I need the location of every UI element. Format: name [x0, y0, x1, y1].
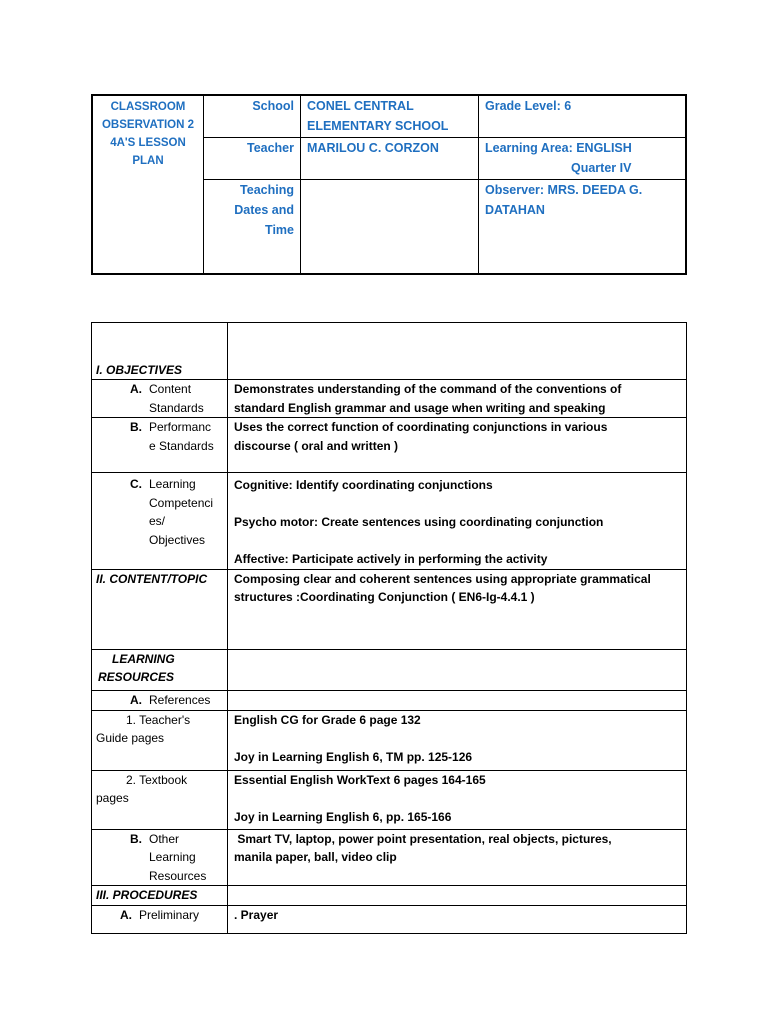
objectives-heading: I. OBJECTIVES	[92, 323, 228, 380]
preliminary-label: A. Preliminary	[92, 906, 228, 934]
competencies-label: C. Learning Competenci es/ Objectives	[92, 473, 228, 570]
table-row	[92, 418, 687, 473]
table-row	[92, 473, 687, 570]
table-row	[92, 690, 687, 710]
lesson-plan-table	[91, 322, 687, 934]
teachers-guide-text: English CG for Grade 6 page 132 Joy in Learning English 6, TM pp. 125-126	[228, 710, 687, 770]
teachers-guide-label: 1. Teacher's Guide pages	[92, 710, 228, 770]
lesson-plan-title: CLASSROOM OBSERVATION 2 4A'S LESSON PLAN	[92, 95, 204, 274]
references-label: A. References	[92, 690, 228, 710]
teacher-name: MARILOU C. CORZON	[301, 137, 479, 179]
learning-resources-label: LEARNING RESOURCES	[92, 649, 228, 690]
content-standards-label: A. Content Standards	[92, 380, 228, 418]
textbook-text: Essential English WorkText 6 pages 164-165 Joy in Learning English 6, pp. 165-166	[228, 770, 687, 829]
content-topic-text: Composing clear and coherent sentences using appropriate grammatical structures :Coordinating Conjunction ( EN6-Ig-4.4.1 )	[228, 569, 687, 649]
other-resources-label: B. Other Learning Resources	[92, 829, 228, 886]
performance-standards-label: B. Performanc e Standards	[92, 418, 228, 473]
grade-level: Grade Level: 6	[479, 95, 687, 137]
table-row	[92, 770, 687, 829]
table-row	[92, 906, 687, 934]
preliminary-text: . Prayer	[228, 906, 687, 934]
header-table	[91, 94, 687, 275]
table-row	[92, 886, 687, 906]
other-resources-text: Smart TV, laptop, power point presentation, real objects, pictures, manila paper, ball, video clip	[228, 829, 687, 886]
teaching-dates-value	[301, 179, 479, 274]
content-topic-label: II. CONTENT/TOPIC	[92, 569, 228, 649]
school-label: School	[204, 95, 301, 137]
performance-standards-text: Uses the correct function of coordinating conjunctions in various discourse ( oral and written )	[228, 418, 687, 473]
table-row	[92, 569, 687, 649]
table-row	[92, 649, 687, 690]
quarter: Quarter IV	[571, 160, 632, 175]
table-row	[92, 380, 687, 418]
content-standards-text: Demonstrates understanding of the command of the conventions of standard English grammar and usage when writing and speaking	[228, 380, 687, 418]
school-name: CONEL CENTRAL ELEMENTARY SCHOOL	[301, 95, 479, 137]
procedures-heading: III. PROCEDURES	[92, 886, 228, 906]
observer: Observer: MRS. DEEDA G. DATAHAN	[479, 179, 687, 274]
competencies-text: Cognitive: Identify coordinating conjunctions Psycho motor: Create sentences using coordinating conjunction Affective: Participate actively in performing the activity	[228, 473, 687, 570]
table-row	[92, 710, 687, 770]
teaching-dates-label: Teaching Dates and Time	[204, 179, 301, 274]
learning-area: Learning Area: ENGLISH Quarter IV	[479, 137, 687, 179]
textbook-label: 2. Textbook pages	[92, 770, 228, 829]
table-row	[92, 829, 687, 886]
table-row	[92, 323, 687, 380]
teacher-label: Teacher	[204, 137, 301, 179]
